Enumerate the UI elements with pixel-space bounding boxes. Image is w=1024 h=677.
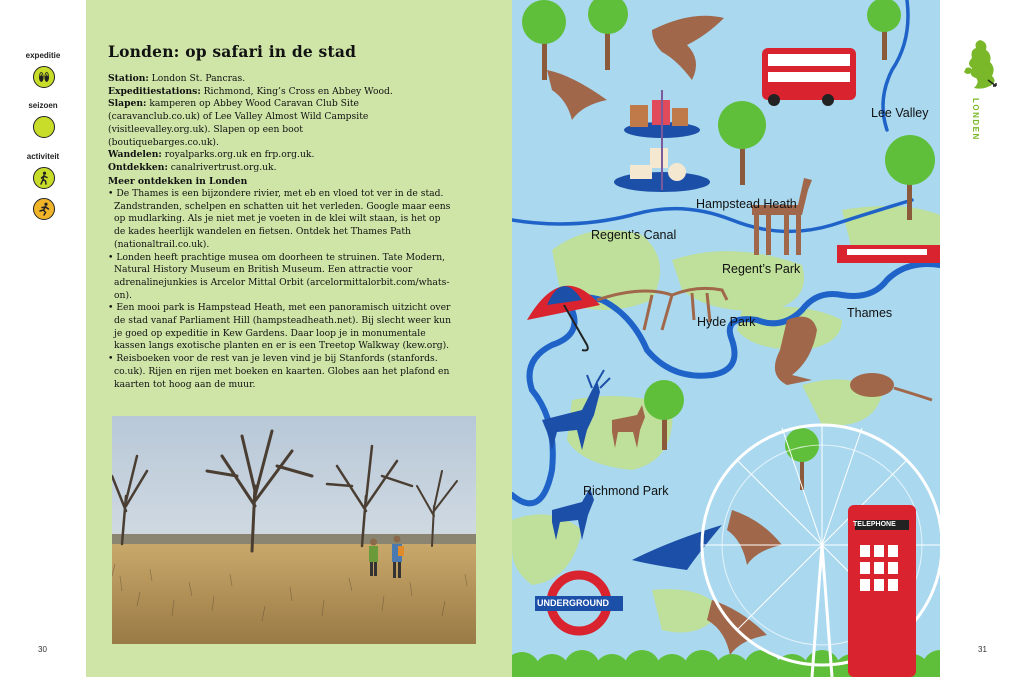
giraffe <box>752 178 812 255</box>
blue-swift <box>632 525 722 570</box>
expeditie-label: expeditie <box>25 51 61 60</box>
activiteit-label: activiteit <box>26 152 60 161</box>
label-richmond-park: Richmond Park <box>583 484 669 498</box>
label-telephone: TELEPHONE <box>853 521 896 528</box>
text-page <box>86 0 512 677</box>
info-block <box>108 73 408 175</box>
left-margin <box>0 0 86 677</box>
season-circle-icon <box>33 116 55 138</box>
section-label: LONDEN <box>971 98 980 141</box>
page-title: Londen: op safari in de stad <box>108 42 357 61</box>
cake-stand <box>614 90 710 192</box>
narrowboat <box>837 245 940 263</box>
info-station: Station: London St. Pancras. <box>108 73 246 84</box>
info-discover: Ontdekken: canalrivertrust.org.uk. <box>108 161 277 173</box>
telephone-box <box>848 505 916 677</box>
label-hyde-park: Hyde Park <box>697 315 756 329</box>
bullet-item: • Een mooi park is Hampstead Heath, met een panoramisch uitzicht over de stad vanaf Parliament Hill (hampsteadheath.net). Bij slecht weer kun je goed op expeditie in Kew Gardens. Daar loop je in monumentale kassen langs exotische planten en er is een Treetop Walkway (kew.org). <box>108 302 452 352</box>
uk-map-icon <box>962 38 1002 94</box>
park-photo <box>112 416 476 644</box>
bullet-item: • Reisboeken voor de rest van je leven vind je bij Stanfords (stanfords. co.uk). Rijen en rijen met boeken en kaarten. Globes aan het plafond en kaarten tot hoog aan de muur. <box>108 353 450 390</box>
flip-flops-icon <box>33 66 55 88</box>
bullet-list <box>108 188 453 391</box>
page-number-left: 30 <box>38 645 47 654</box>
seizoen-label: seizoen <box>28 101 58 110</box>
info-sleeping: Slapen: kamperen op Abbey Wood Caravan Club Site (caravanclub.co.uk) of Lee Valley Almost Wild Campsite (visitleevalley.org.uk). Slapen op een boot (boutiquebarges.co.uk). <box>108 98 369 148</box>
right-margin <box>940 0 1024 677</box>
bullet-item: • Londen heeft prachtige musea om doorheen te struinen. Tate Modern, Natural History Museum en British Museum. Een attractie voor adrenalinejunkies is Arcelor Mittal Orbit (arcelormittalorbit.com/whats-on). <box>108 251 450 301</box>
label-regents-canal: Regent’s Canal <box>591 228 677 242</box>
bullet-item: • De Thames is een bijzondere rivier, met eb en vloed tot ver in de stad. Zandstranden, schelpen en schatten uit het verleden. Google maar eens op mudlarking. Als je niet met je voeten in de klei wilt staan, is het op de kades heerlijk wandelen en fietsen. Ontdek het Thames Path (nationaltrail.co.uk). <box>108 188 451 250</box>
walking-person-icon <box>33 167 55 189</box>
running-person-icon <box>33 198 55 220</box>
label-regents-park: Regent’s Park <box>722 262 801 276</box>
label-underground: UNDERGROUND <box>537 598 609 608</box>
page-number-right: 31 <box>978 645 987 654</box>
london-map <box>512 0 940 677</box>
label-hampstead-heath: Hampstead Heath <box>696 197 797 211</box>
label-thames: Thames <box>847 306 893 320</box>
subheading: Meer ontdekken in Londen <box>108 176 248 187</box>
red-bus <box>762 48 856 106</box>
info-expedition-stations: Expeditiestations: Richmond, King’s Cross en Abbey Wood. <box>108 85 393 97</box>
label-lee-valley: Lee Valley <box>871 106 929 120</box>
info-walking: Wandelen: royalparks.org.uk en frp.org.uk. <box>108 149 315 161</box>
